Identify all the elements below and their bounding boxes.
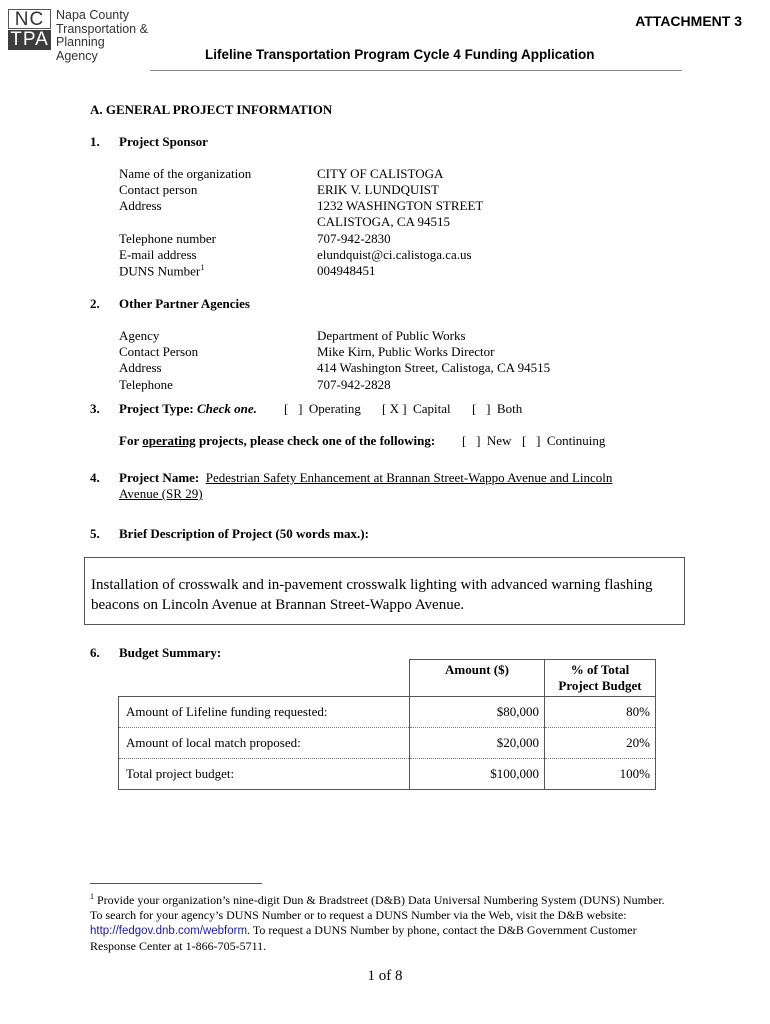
project-name-label: Project Name: xyxy=(119,470,200,485)
partner-phone-value: 707-942-2828 xyxy=(317,377,391,392)
budget-row-amount: $20,000 xyxy=(410,728,545,759)
budget-row-label: Amount of Lifeline funding requested: xyxy=(119,697,410,728)
budget-row-local-match xyxy=(119,728,656,759)
footnote xyxy=(90,889,670,954)
footnote-divider xyxy=(90,883,262,884)
footnote-marker: 1 xyxy=(90,892,94,901)
dnb-webform-link[interactable]: http://fedgov.dnb.com/webform xyxy=(90,925,248,937)
check-one-note: Check one. xyxy=(196,401,257,416)
budget-row-label: Amount of local match proposed: xyxy=(119,728,410,759)
sponsor-contact-label: Contact person xyxy=(119,182,198,197)
budget-col-amount: Amount ($) xyxy=(410,660,545,697)
checkbox-new[interactable]: [ ] New xyxy=(462,433,512,448)
checkbox-capital[interactable]: [ X ] Capital xyxy=(382,401,451,416)
logo-text xyxy=(56,9,148,63)
q2-heading: Other Partner Agencies xyxy=(119,296,250,311)
budget-row-pct: 80% xyxy=(545,697,656,728)
budget-row-label: Total project budget: xyxy=(119,759,410,790)
budget-header-empty xyxy=(119,660,410,697)
budget-row-amount: $100,000 xyxy=(410,759,545,790)
description-line-1: Installation of crosswalk and in-pavement crosswalk lighting with advanced warning flashing xyxy=(91,577,653,593)
section-a-heading: A. GENERAL PROJECT INFORMATION xyxy=(90,102,333,117)
budget-row-pct: 20% xyxy=(545,728,656,759)
sponsor-address-value-2: CALISTOGA, CA 94515 xyxy=(317,214,451,229)
description-text xyxy=(91,575,653,615)
project-name-row xyxy=(119,470,612,486)
sponsor-address-label: Address xyxy=(119,198,162,213)
footnote-text-1: Provide your organization’s nine-digit Dun & Bradstreet (D&B) Data Universal Numbering System (DUNS) Number. To search for your agency’s DUNS Number or to request a DUNS Number via the Web, visit the D&B website: xyxy=(90,893,665,922)
q2-number: 2. xyxy=(90,296,100,311)
logo-line-3: Planning Agency xyxy=(56,35,105,63)
budget-row-amount: $80,000 xyxy=(410,697,545,728)
partner-address-label: Address xyxy=(119,360,162,375)
partner-phone-label: Telephone xyxy=(119,377,173,392)
budget-row-total xyxy=(119,759,656,790)
sponsor-email-value: elundquist@ci.calistoga.ca.us xyxy=(317,247,472,262)
duns-footnote-marker: 1 xyxy=(200,263,205,272)
sponsor-contact-value: ERIK V. LUNDQUIST xyxy=(317,182,439,197)
sponsor-address-value-1: 1232 WASHINGTON STREET xyxy=(317,198,484,213)
page-number: 1 of 8 xyxy=(367,968,403,984)
pct-header-line-2: Project Budget xyxy=(558,678,642,693)
footnote-text-2: . To request a DUNS Number by phone, contact the D&B Government Customer Response Center at 1-866-705-5711. xyxy=(90,923,637,953)
attachment-label: ATTACHMENT 3 xyxy=(635,13,742,29)
sponsor-email-label: E-mail address xyxy=(119,247,197,262)
operating-word: operating xyxy=(142,433,196,448)
budget-col-pct xyxy=(545,660,656,697)
partner-agency-label: Agency xyxy=(119,328,160,343)
logo-line-2: Transportation & xyxy=(56,21,148,36)
checkbox-operating[interactable]: [ ] Operating xyxy=(284,401,361,416)
logo-abbr-nc: NC xyxy=(8,9,51,29)
q5-number: 5. xyxy=(90,526,100,541)
sponsor-phone-label: Telephone number xyxy=(119,231,216,246)
project-name-line-1: Pedestrian Safety Enhancement at Brannan Street-Wappo Avenue and Lincoln xyxy=(205,470,613,485)
sponsor-org-value: CITY OF CALISTOGA xyxy=(317,166,444,181)
q1-heading: Project Sponsor xyxy=(119,134,208,149)
page-title: Lifeline Transportation Program Cycle 4 Funding Application xyxy=(205,47,595,62)
checkbox-continuing[interactable]: [ ] Continuing xyxy=(522,433,606,448)
ncpta-logo xyxy=(8,8,148,63)
checkbox-both[interactable]: [ ] Both xyxy=(472,401,523,416)
q3-number: 3. xyxy=(90,401,100,416)
q1-number: 1. xyxy=(90,134,100,149)
partner-contact-value: Mike Kirn, Public Works Director xyxy=(317,344,495,359)
followup-text: projects, please check one of the following: xyxy=(195,433,436,448)
description-line-2: beacons on Lincoln Avenue at Brannan Street-Wappo Avenue. xyxy=(91,597,465,613)
q6-heading: Budget Summary: xyxy=(119,645,222,660)
budget-row-lifeline xyxy=(119,697,656,728)
description-box[interactable] xyxy=(84,557,685,625)
for-text: For xyxy=(119,433,143,448)
sponsor-duns-label xyxy=(119,263,204,279)
sponsor-phone-value: 707-942-2830 xyxy=(317,231,391,246)
budget-table xyxy=(118,659,656,790)
partner-contact-label: Contact Person xyxy=(119,344,199,359)
project-name-line-2: Avenue (SR 29) xyxy=(119,486,203,501)
sponsor-org-label: Name of the organization xyxy=(119,166,252,181)
partner-address-value: 414 Washington Street, Calistoga, CA 94515 xyxy=(317,360,551,375)
q6-number: 6. xyxy=(90,645,100,660)
project-type-row xyxy=(119,401,257,417)
operating-followup-label xyxy=(119,433,435,449)
budget-header-row xyxy=(119,660,656,697)
project-type-label: Project Type: xyxy=(119,401,194,416)
partner-agency-value: Department of Public Works xyxy=(317,328,466,343)
q5-heading: Brief Description of Project (50 words max.): xyxy=(119,526,369,541)
logo-abbr-tpa: TPA xyxy=(8,30,51,50)
pct-header-line-1: % of Total xyxy=(570,662,630,677)
duns-label-text: DUNS Number xyxy=(119,263,201,279)
q4-number: 4. xyxy=(90,470,100,485)
logo-line-1: Napa County xyxy=(56,8,129,22)
title-divider xyxy=(150,70,682,71)
sponsor-duns-value: 004948451 xyxy=(317,263,376,278)
budget-row-pct: 100% xyxy=(545,759,656,790)
